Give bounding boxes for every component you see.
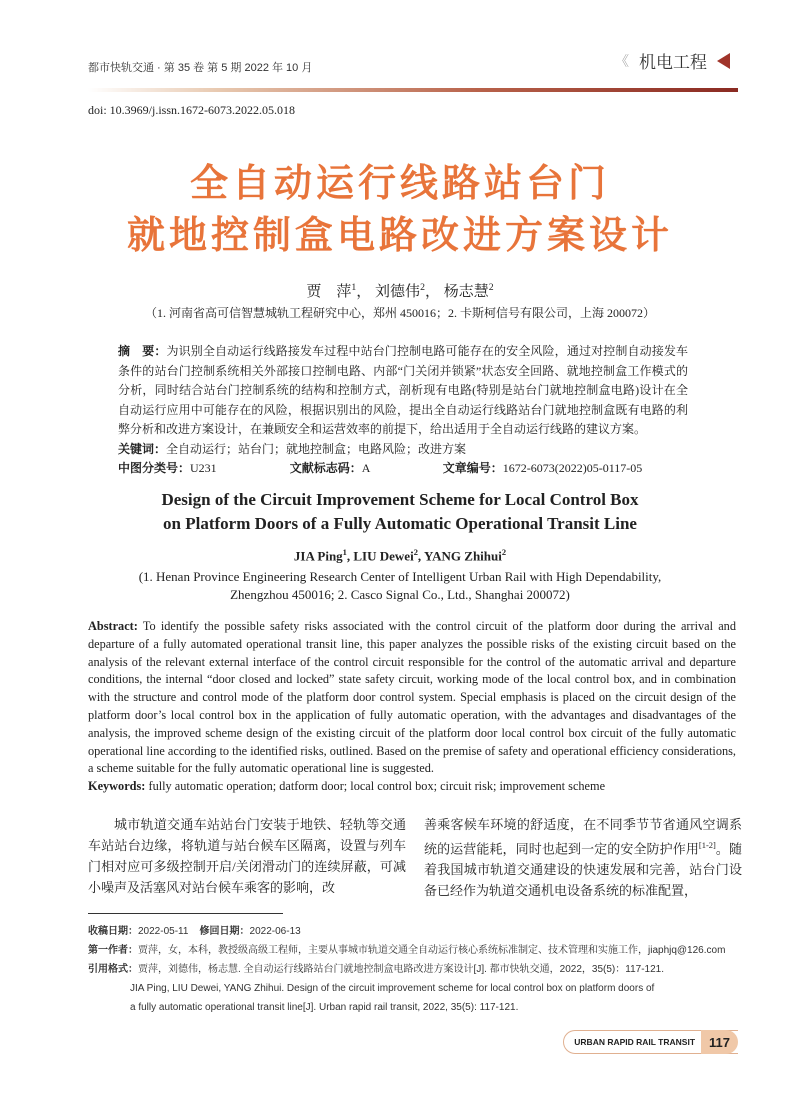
header-rule: [88, 88, 738, 92]
footnotes: [88, 922, 738, 1017]
article-id-label: 文章编号：: [442, 461, 503, 475]
title-en-line1: Design of the Circuit Improvement Scheme for Local Control Box: [161, 490, 639, 509]
abstract-text: 为识别全自动运行线路接发车过程中站台门控制电路可能存在的安全风险，通过对控制自动接发车条件的站台门控制系统相关外部接口控制电路、内部“门关闭并锁紧”状态安全回路、就地控制盒工作模式的分析，同时结合站台门控制系统的结构和控制方式，剖析现有电路(特别是站台门就地控制盒电路)设计在全自动运行应用中可能存在的风险，根据识别出的风险，提出全自动运行线路站台门就地控制盒既有电路的利弊分析和改进方案设计，在兼顾安全和运营效率的前提下，给出适用于全自动运行线路的建议方案。: [118, 344, 688, 436]
keywords-label: Keywords:: [88, 779, 146, 794]
abstract-text: To identify the possible safety risks associated with the control circuit of the platform door during the arrival and departure of a fully automated operational transit line, this paper analyzes the possible risks of the existing circuit based on the analysis of the relevant external interface of the control circuit responsible for the control of the automatic arrival and departure conditions, the internal “door closed and locked” state safety circuit, working mode of the local control box, and in combination with the structure and control mode of the platform door control system. Special emphasis is placed on the circuit design of the platform door’s local control box in the application of fully automatic operation, with the advantages and disadvantages of the analysis, the improved scheme design of the existing circuit of the platform door local control box circuit of the fully automatic operational line according to the identified risks, outlined. Based on the premise of safety and operational efficiency considerations, a scheme suitable for the fully automatic operational line is suggested.: [88, 619, 736, 776]
body-text: 。随着我国城市轨道交通建设的快速发展和完善，站台门设备已经作为轨道交通机电设备系统的标准配置，: [424, 841, 742, 899]
keywords-text: fully automatic operation; datform door; local control box; circuit risk; improvement scheme: [148, 779, 606, 794]
body-column-2: [424, 814, 742, 901]
abstract-en: [88, 618, 736, 796]
abstract-cn: [118, 342, 688, 479]
received-label: 收稿日期：: [88, 926, 138, 937]
triangle-icon: [717, 53, 730, 69]
title-cn-line2: 就地控制盒电路改进方案设计: [126, 212, 673, 257]
footer-journal: URBAN RAPID RAIL TRANSIT: [574, 1037, 696, 1047]
journal-header: 都市快轨交通 · 第 35 卷 第 5 期 2022 年 10 月: [88, 62, 313, 74]
author-sup: 1: [342, 547, 347, 557]
author: 杨志慧: [443, 284, 489, 300]
citation-ref[interactable]: [1-2]: [698, 840, 716, 850]
author-sup: 2: [488, 282, 494, 293]
first-author-info: 贾萍，女，本科，教授级高级工程师，主要从事城市轨道交通全自动运行核心系统标准制定、技术管理和实施工作，jiaphjq@126.com: [138, 945, 726, 956]
revised-label: 修回日期：: [199, 926, 250, 937]
citation-label: 引用格式：: [88, 964, 138, 975]
author: 贾 萍: [306, 284, 352, 300]
keywords-text: 全自动运行；站台门；就地控制盒；电路风险；改进方案: [166, 441, 467, 456]
doc-code: A: [361, 461, 370, 475]
doc-code-label: 文献标志码：: [289, 461, 362, 475]
chevron-left-icon: 《: [615, 52, 629, 69]
clc-label: 中图分类号：: [118, 461, 191, 475]
doi[interactable]: doi: 10.3969/j.issn.1672-6073.2022.05.018: [88, 103, 296, 117]
author: 刘德伟: [375, 284, 421, 300]
footnote-rule: [88, 913, 283, 914]
affiliation-line: Zhengzhou 450016; 2. Casco Signal Co., Ltd., Shanghai 200072): [230, 587, 570, 602]
citation-en: JIA Ping, LIU Dewei, YANG Zhihui. Design of the circuit improvement scheme for local control box on platform doors of: [130, 983, 655, 994]
author: JIA Ping: [293, 548, 343, 564]
author: YANG Zhihui: [423, 548, 502, 564]
body-column-1: 城市轨道交通车站站台门安装于地铁、轻轨等交通车站站台边缘，将轨道与站台候车区隔离，设置与列车门相对应可多级控制开启/关闭滑动门的连续屏蔽，可减小噪声及活塞风对站台候车乘客的影响，改: [88, 817, 406, 895]
page-footer-badge: [563, 1030, 738, 1054]
authors-en: JIA Ping$^1$, LIU Dewei$^2$, YANG Zhihui$^2$: [293, 547, 507, 564]
title-cn-line1: 全自动运行线路站台门: [189, 160, 610, 205]
affiliation-cn: （1. 河南省高可信智慧城轨工程研究中心，郑州 450016；2. 卡斯柯信号有限公司，上海 200072）: [144, 306, 655, 320]
affiliation-line: (1. Henan Province Engineering Research Center of Intelligent Urban Rail with High Dependability,: [138, 569, 662, 584]
keywords-label: 关键词：: [118, 441, 167, 456]
body-text: 善乘客候车环境的舒适度，在不同季节节省通风空调系统的运营能耗，同时也起到一定的安全防护作用: [424, 817, 742, 857]
clc: U231: [190, 461, 217, 475]
first-author-label: 第一作者：: [88, 945, 138, 956]
citation-cn: 贾萍，刘德伟，杨志慧. 全自动运行线路站台门就地控制盒电路改进方案设计[J]. 都市快轨交通，2022，35(5)：117-121.: [138, 964, 664, 975]
citation-en: a fully automatic operational transit line[J]. Urban rapid rail transit, 2022, 35(5): 117-121.: [130, 1002, 519, 1013]
page-number: 117: [701, 1030, 738, 1054]
revised-date: 2022-06-13: [249, 926, 301, 937]
author-sup: 2: [501, 547, 507, 557]
title-en-line2: on Platform Doors of a Fully Automatic Operational Transit Line: [163, 514, 637, 533]
author-sup: 2: [413, 547, 418, 557]
section-label: [615, 48, 730, 73]
author-sup: 1: [351, 282, 357, 293]
abstract-label: 摘 要：: [118, 344, 167, 358]
author-sup: 2: [420, 282, 425, 293]
authors-cn: 贾 萍$^1$， 刘德伟$^2$， 杨志慧$^2$: [306, 282, 494, 300]
abstract-label: Abstract:: [88, 619, 138, 633]
article-id: 1672-6073(2022)05-0117-05: [502, 461, 643, 475]
affiliation-en: [0, 568, 800, 604]
section-name: 机电工程: [639, 53, 707, 72]
received-date: 2022-05-11: [138, 926, 189, 937]
author: LIU Dewei: [353, 548, 414, 564]
